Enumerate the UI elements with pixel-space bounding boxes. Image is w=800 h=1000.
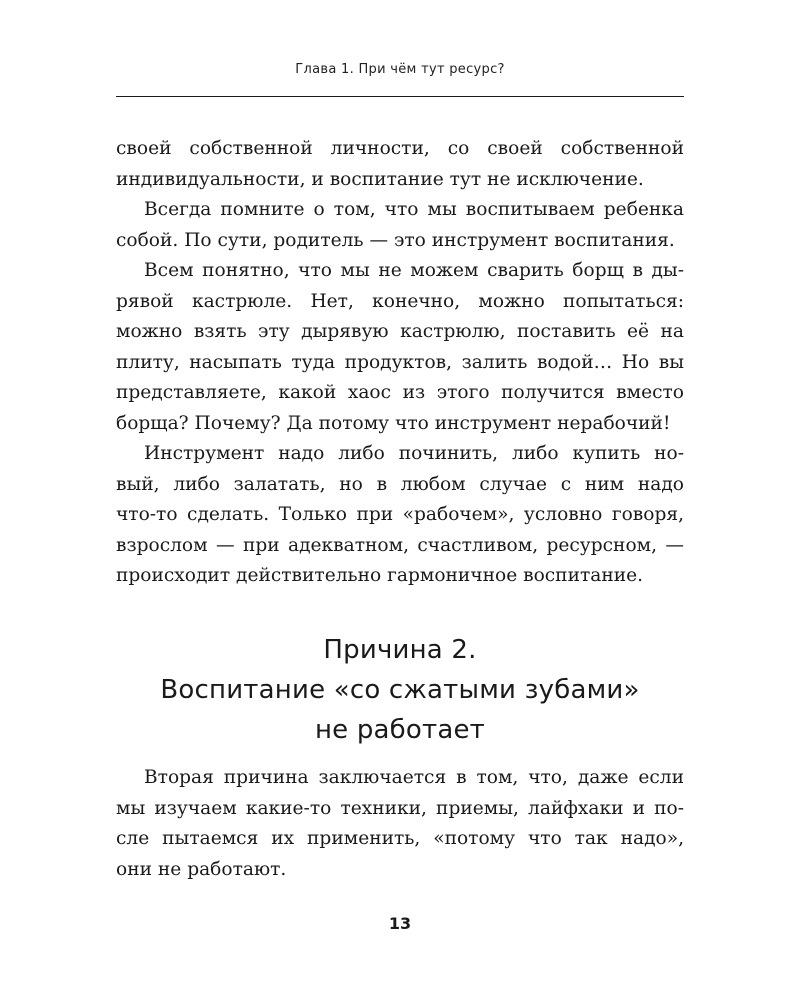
text-line: рявой кастрюле. Нет, конечно, можно попытаться: <box>116 290 684 312</box>
running-head: Глава 1. При чём тут ресурс? <box>295 62 505 77</box>
body-text-bottom <box>116 763 684 885</box>
text-line: можно взять эту дырявую кастрюлю, поставить её на <box>116 321 684 342</box>
text-line: взрослом — при адекватном, счастливом, ресурсном, — <box>116 534 684 556</box>
text-line: происходит действительно гармоничное воспитание. <box>116 565 644 586</box>
paragraph <box>116 134 684 195</box>
section-heading <box>116 630 684 750</box>
heading-line: не работает <box>314 715 486 745</box>
text-line: сле пытаемся их применить, «потому что так надо», <box>116 828 684 849</box>
page-number: 13 <box>388 914 412 933</box>
text-line: борща? Почему? Да потому что инструмент нерабочий! <box>116 412 671 434</box>
text-line: плиту, насыпать туда продуктов, залить водой… Но вы <box>116 351 684 373</box>
header-rule <box>116 96 684 97</box>
text-line: Всем понятно, что мы не можем сварить борщ в ды- <box>144 260 684 281</box>
heading-line: Причина 2. <box>323 635 477 665</box>
text-line: мы изучаем какие-то техники, приемы, лайфхаки и по- <box>116 797 684 819</box>
heading-line: Воспитание «со сжатыми зубами» <box>160 675 640 705</box>
paragraph <box>116 763 684 885</box>
text-line: Вторая причина заключается в том, что, даже если <box>144 767 684 788</box>
text-line: они не работают. <box>116 858 287 880</box>
paragraph <box>116 256 684 439</box>
text-line: собой. По сути, родитель — это инструмент воспитания. <box>116 229 675 251</box>
text-line: индивидуальности, и воспитание тут не исключение. <box>116 168 644 190</box>
text-line: своей собственной личности, со своей собственной <box>116 138 684 159</box>
text-line: что-то сделать. Только при «рабочем», условно говоря, <box>116 504 684 525</box>
text-line: вый, либо залатать, но в любом случае с ним надо <box>116 473 684 495</box>
text-line: представляете, какой хаос из этого получится вместо <box>116 382 684 403</box>
paragraph <box>116 195 684 256</box>
text-line: Всегда помните о том, что мы воспитываем ребенка <box>144 199 684 220</box>
text-line: Инструмент надо либо починить, либо купить но- <box>144 443 684 464</box>
paragraph <box>116 439 684 592</box>
body-text-top <box>116 134 684 592</box>
